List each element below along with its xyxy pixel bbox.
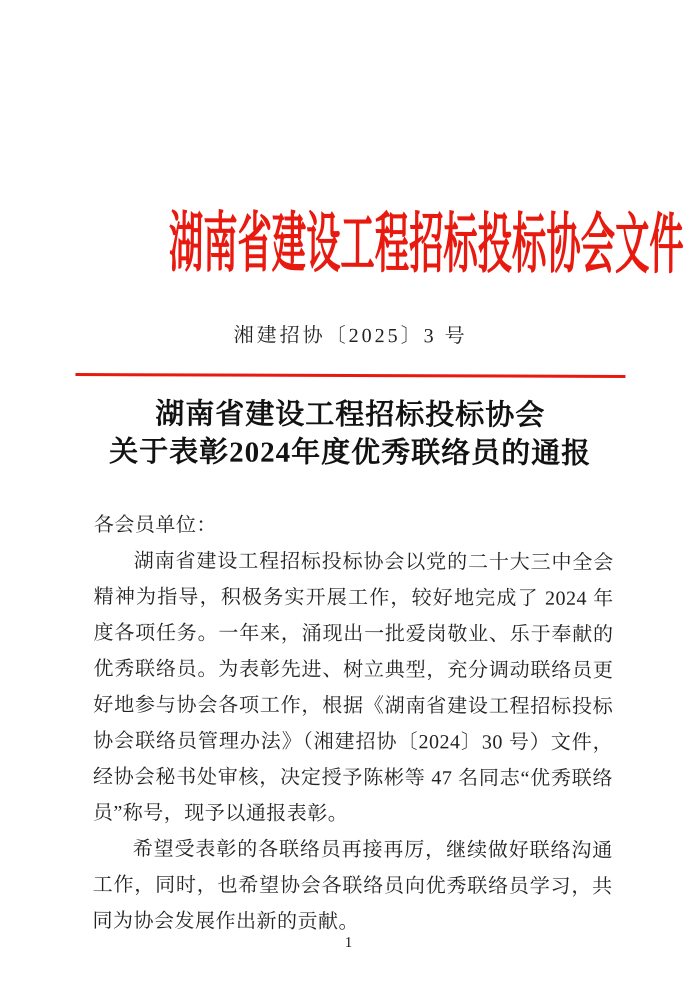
notice-paragraphs	[92, 543, 613, 941]
body-paragraph: 希望受表彰的各联络员再接再厉，继续做好联络沟通工作，同时，也希望协会各联络员向优秀联络员学习，共同为协会发展作出新的贡献。	[92, 838, 613, 933]
notice-title-line2: 关于表彰2024年度优秀联络员的通报	[109, 436, 592, 470]
notice-body	[92, 507, 614, 941]
notice-title-line1: 湖南省建设工程招标投标协会	[155, 398, 546, 432]
page-number: 1	[344, 934, 353, 952]
body-paragraph: 湖南省建设工程招标投标协会以党的二十大三中全会精神为指导，积极务实开展工作，较好地完成了 2024 年度各项任务。一年来，涌现出一批爱岗敬业、乐于奉献的优秀联络员。为表彰先进、树立典型，充分调动联络员更好地参与协会各项工作，根据《湖南省建设工程招标投标协会联络员管理办法》（湘建招协〔2024〕30 号）文件，经协会秘书处审核，决定授予陈彬等 47 名同志“优秀联络员”称号，现予以通报表彰。	[92, 550, 614, 825]
salutation: 各会员单位：	[93, 514, 217, 537]
letterhead-org-title: 湖南省建设工程招标投标协会文件	[168, 207, 684, 283]
notice-title	[0, 395, 700, 473]
red-divider-line	[75, 373, 625, 378]
document-number: 湘建招协〔2025〕3 号	[233, 324, 468, 348]
